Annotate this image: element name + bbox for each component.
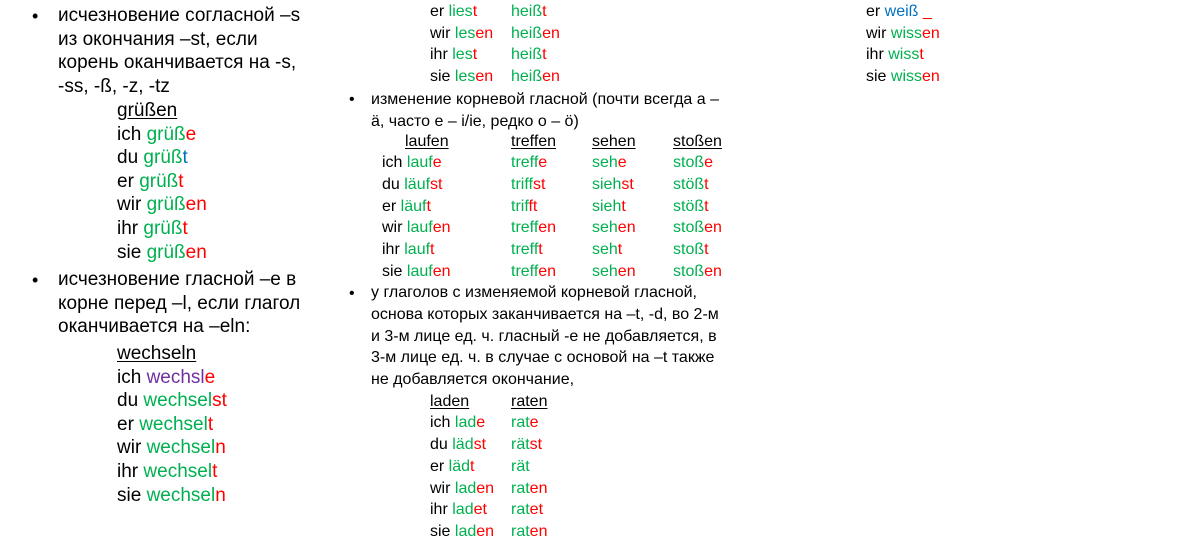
- text-line: -ss, -ß, -z, -tz: [58, 75, 170, 97]
- conj-cell: stoßen: [673, 219, 722, 236]
- conj-cell: triffst: [511, 176, 546, 193]
- conjugation-wechseln: [117, 342, 227, 507]
- verb-header: stoßen: [673, 133, 722, 150]
- conj-row: sie wechseln: [117, 484, 226, 506]
- conjugation-gruessen: [117, 99, 207, 264]
- text-line: исчезновение гласной –е в: [58, 269, 297, 290]
- conj-cell: er läuft: [382, 198, 431, 215]
- conj-cell: treffe: [511, 154, 548, 171]
- conj-row: du grüßt: [117, 147, 188, 169]
- conj-cell: er lädt: [430, 458, 475, 475]
- conj-cell: ich lade: [430, 414, 486, 431]
- bullet-dot: •: [349, 91, 355, 108]
- conj-cell: heißt: [511, 46, 547, 63]
- conj-cell: ratet: [511, 501, 544, 518]
- conj-cell: sehe: [592, 154, 627, 171]
- conj-row: er weiß _: [866, 3, 932, 20]
- conj-cell: sieht: [592, 198, 626, 215]
- conj-row: sie lesen: [430, 68, 494, 85]
- conj-cell: trifft: [511, 198, 538, 215]
- conj-cell: sie laden: [430, 523, 495, 540]
- conj-cell: stoße: [673, 154, 714, 171]
- conj-row: ihr lest: [430, 46, 478, 63]
- bullet-dot: •: [32, 270, 39, 290]
- conj-cell: du lädst: [430, 436, 487, 453]
- text-line: у глаголов с изменяемой корневой гласной,: [371, 284, 697, 301]
- conj-row: wir grüßen: [117, 194, 207, 216]
- verb-header: sehen: [592, 133, 636, 150]
- conj-cell: wir laden: [430, 480, 495, 497]
- conj-row: wir wissen: [866, 25, 940, 42]
- conj-row: ich wechsle: [117, 366, 216, 388]
- text-line: и 3-м лице ед. ч. гласный -е не добавляется, в: [371, 327, 717, 345]
- bullet-text-t-d-stems: [371, 282, 719, 391]
- bullet-dot: •: [32, 6, 39, 26]
- conj-cell: rät: [511, 458, 530, 475]
- conj-cell: rätst: [511, 436, 543, 453]
- conj-cell: stößt: [673, 198, 709, 215]
- conj-cell: rate: [511, 414, 539, 431]
- text-line: из окончания –st, если: [58, 28, 258, 50]
- conj-cell: treffen: [511, 263, 557, 280]
- bullet-text-consonant-loss: [58, 4, 300, 98]
- conj-row: wir wechseln: [117, 437, 226, 459]
- conj-cell: stoßt: [673, 241, 709, 258]
- conj-row: sie wissen: [866, 68, 940, 85]
- conj-cell: heißen: [511, 25, 560, 42]
- bullet-text-vowel-loss: [58, 268, 300, 339]
- conj-cell: ich laufe: [382, 154, 442, 171]
- conj-row: du wechselst: [117, 390, 227, 412]
- conj-cell: treffen: [511, 219, 557, 236]
- bullet-text-vowel-change: [371, 89, 719, 133]
- conj-row: wir lesen: [430, 25, 494, 42]
- text-line: 3-м лице ед. ч. в случае с основой на –t также: [371, 349, 715, 367]
- text-line: изменение корневой гласной (почти всегда а –: [371, 91, 720, 108]
- verb-header: grüßen: [117, 100, 178, 121]
- conj-cell: sehen: [592, 219, 636, 236]
- conj-cell: stoßen: [673, 263, 722, 280]
- conj-cell: seht: [592, 241, 623, 258]
- conj-cell: stößt: [673, 176, 709, 193]
- conj-row: ihr grüßt: [117, 217, 188, 239]
- conj-row: ich grüße: [117, 123, 197, 145]
- conj-cell: trefft: [511, 241, 543, 258]
- conj-cell: wir laufen: [382, 219, 451, 236]
- bullet-dot: •: [349, 285, 355, 302]
- conj-cell: du läufst: [382, 176, 443, 193]
- text-line: исчезновение согласной –s: [58, 5, 301, 26]
- conj-cell: sehen: [592, 263, 636, 280]
- conj-cell: heißen: [511, 68, 560, 85]
- conj-row: sie grüßen: [117, 241, 207, 263]
- conj-cell: sie laufen: [382, 263, 451, 280]
- conj-row: ihr wisst: [866, 46, 924, 63]
- verb-header: treffen: [511, 133, 557, 150]
- conj-row: ihr wechselt: [117, 460, 218, 482]
- conj-cell: raten: [511, 480, 548, 497]
- text-line: корень оканчивается на -s,: [58, 52, 297, 74]
- text-line: основа которых заканчивается на –t, -d, во 2-м: [371, 305, 719, 323]
- text-line: ä, часто e – i/ie, редко o – ö): [371, 112, 579, 130]
- verb-header: wechseln: [117, 343, 197, 364]
- conj-row: er grüßt: [117, 170, 184, 192]
- verb-header: laufen: [405, 133, 449, 150]
- conj-cell: heißt: [511, 3, 547, 20]
- verb-header: raten: [511, 393, 548, 410]
- conj-cell: ihr lauft: [382, 241, 435, 258]
- verb-header: laden: [430, 393, 470, 410]
- conj-cell: siehst: [592, 176, 634, 193]
- conj-row: er wechselt: [117, 413, 214, 435]
- text-line: корне перед –l, если глагол: [58, 292, 301, 314]
- conj-cell: ihr ladet: [430, 501, 487, 518]
- text-line: не добавляется окончание,: [371, 371, 575, 389]
- text-line: оканчивается на –eln:: [58, 316, 251, 338]
- conj-cell: raten: [511, 523, 548, 540]
- conj-row: er liest: [430, 3, 478, 20]
